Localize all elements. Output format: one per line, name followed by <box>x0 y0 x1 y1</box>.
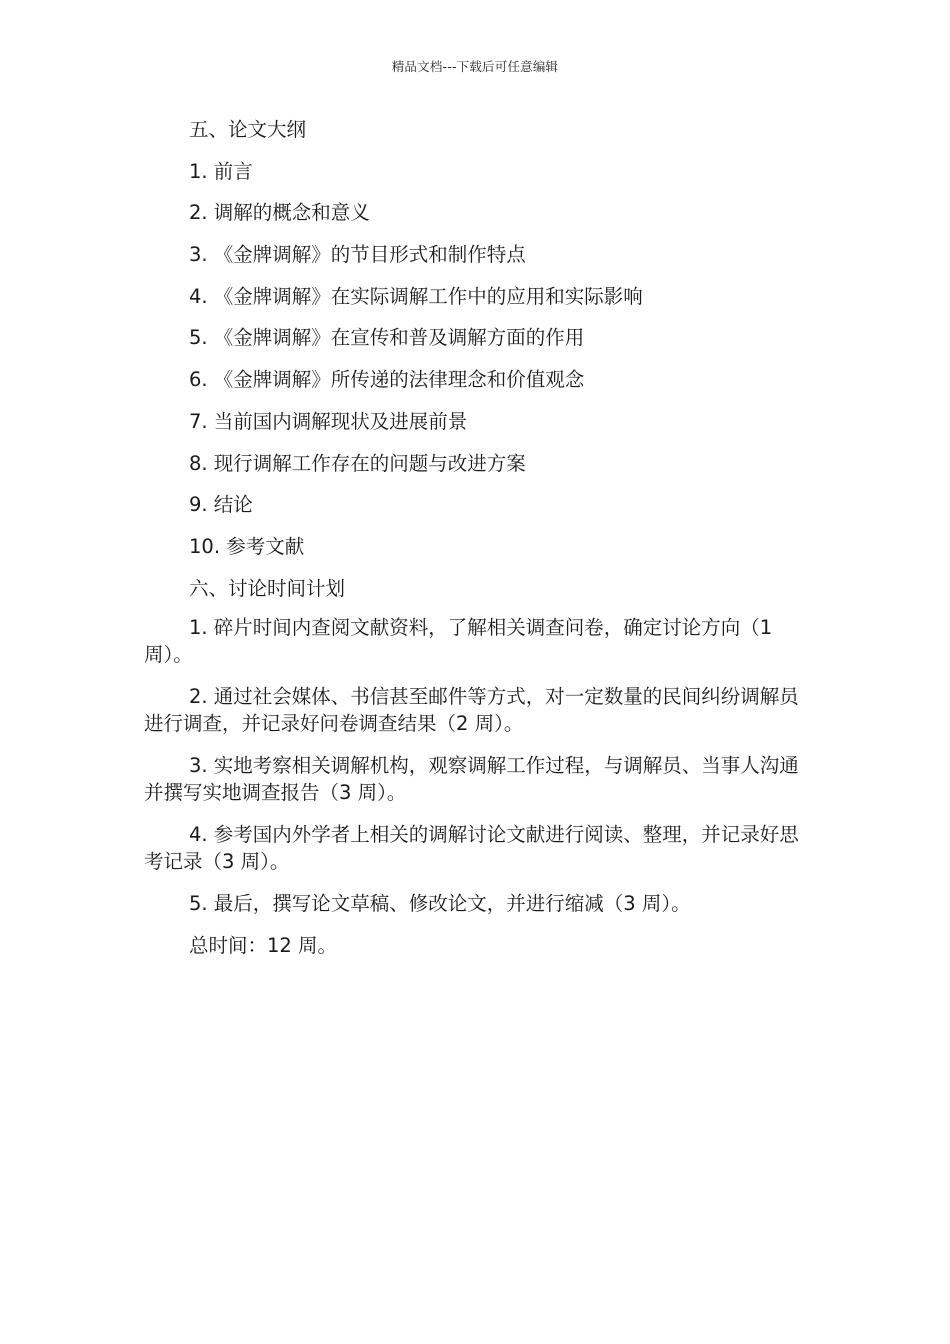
outline-heading: 五、论文大纲 <box>189 118 307 141</box>
schedule-item: 5. 最后，撰写论文草稿、修改论文，并进行缩减（3 周）。 <box>189 892 691 916</box>
schedule-total: 总时间：12 周。 <box>189 934 338 958</box>
outline-item: 8. 现行调解工作存在的问题与改进方案 <box>189 451 526 475</box>
schedule-item: 4. 参考国内外学者上相关的调解讨论文献进行阅读、整理，并记录好思考记录（3 周）。 <box>144 823 799 874</box>
schedule-item: 3. 实地考察相关调解机构，观察调解工作过程，与调解员、当事人沟通并撰写实地调查报告（3 周）。 <box>144 754 799 805</box>
schedule-heading: 六、讨论时间计划 <box>189 576 346 600</box>
outline-item: 3. 《金牌调解》的节目形式和制作特点 <box>189 243 526 267</box>
outline-item: 5. 《金牌调解》在宣传和普及调解方面的作用 <box>189 326 585 350</box>
outline-item: 10. 参考文献 <box>189 534 305 558</box>
outline-item: 7. 当前国内调解现状及进展前景 <box>189 409 468 433</box>
outline-item: 4. 《金牌调解》在实际调解工作中的应用和实际影响 <box>189 284 643 308</box>
outline-item: 6. 《金牌调解》所传递的法律理念和价值观念 <box>189 368 585 392</box>
outline-item: 9. 结论 <box>189 493 253 517</box>
schedule-item: 1. 碎片时间内查阅文献资料，了解相关调查问卷，确定讨论方向（1 周）。 <box>144 616 773 667</box>
schedule-item: 2. 通过社会媒体、书信甚至邮件等方式，对一定数量的民间纠纷调解员进行调查，并记录好问卷调查结果（2 周）。 <box>144 685 799 736</box>
document-body <box>144 116 804 974</box>
page-header: 精品文档---下载后可任意编辑 <box>391 59 559 74</box>
outline-item: 2. 调解的概念和意义 <box>189 201 370 225</box>
outline-item: 1. 前言 <box>189 159 253 183</box>
